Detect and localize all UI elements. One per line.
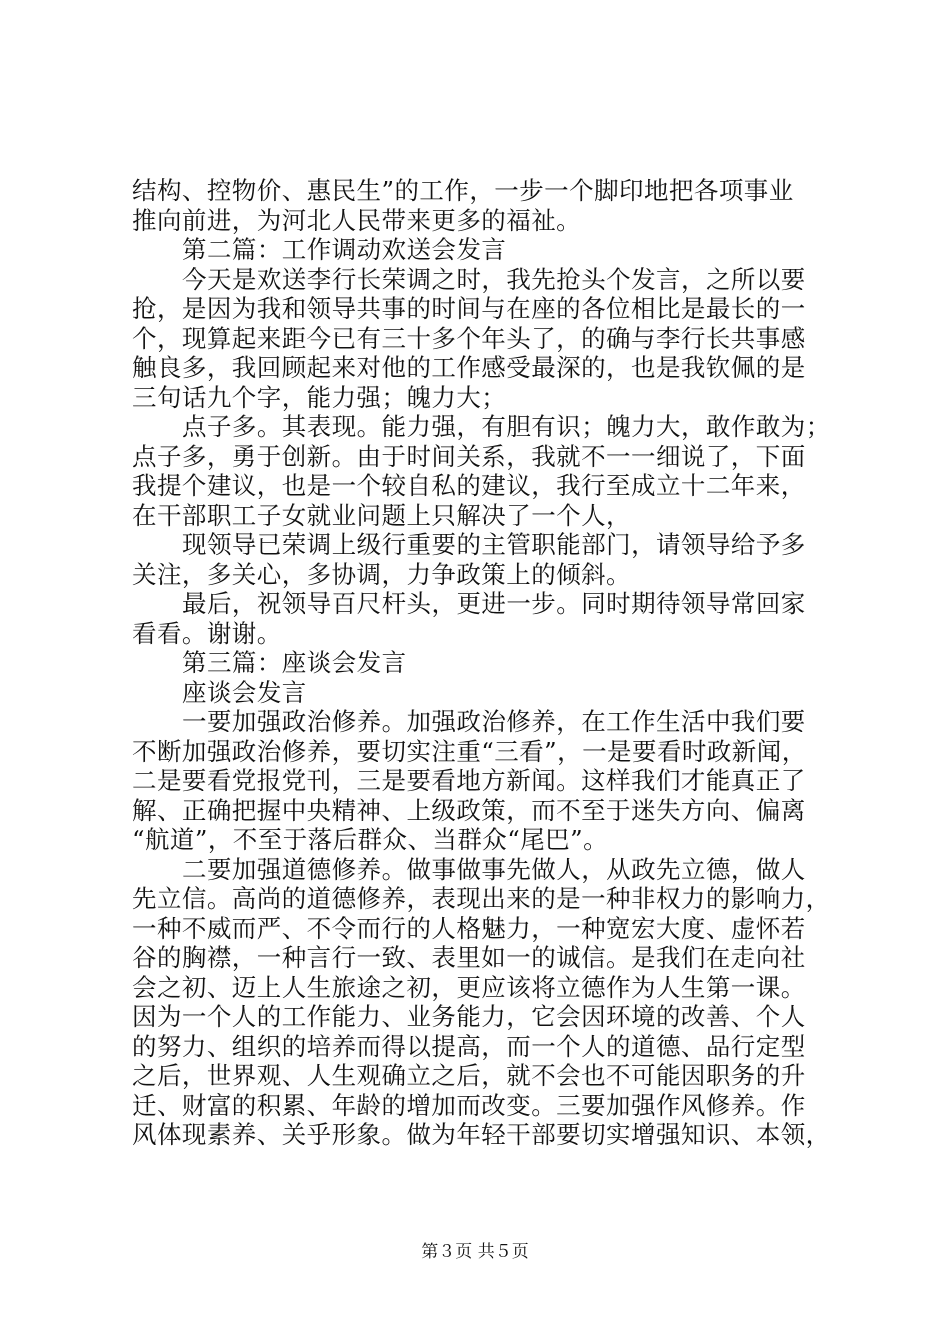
text-line: 看看。谢谢。	[132, 618, 282, 648]
text-line: 的努力、组织的培养而得以提高，而一个人的道德、品行定型	[132, 1031, 806, 1061]
text-line: 不断加强政治修养，要切实注重“三看”，一是要看时政新闻，	[132, 736, 807, 766]
text-line: 触良多，我回顾起来对他的工作感受最深的，也是我钦佩的是	[132, 353, 806, 382]
document-body	[132, 176, 832, 1150]
text-line: 之后，世界观、人生观确立之后，就不会也不可能因职务的升	[132, 1061, 806, 1090]
text-line: 推向前进，为河北人民带来更多的福祉。	[132, 205, 582, 235]
text-line: 个，现算起来距今已有三十多个年头了，的确与李行长共事感	[132, 323, 806, 353]
text-line: “航道”，不至于落后群众、当群众“尾巴”。	[132, 825, 609, 854]
text-line: 第二篇：工作调动欢送会发言	[182, 235, 507, 264]
text-line: 我提个建议，也是一个较自私的建议，我行至成立十二年来，	[132, 471, 806, 500]
text-line: 因为一个人的工作能力、业务能力，它会因环境的改善、个人	[132, 1002, 806, 1031]
text-line: 解、正确把握中央精神、上级政策，而不至于迷失方向、偏离	[132, 795, 806, 825]
text-line: 二要加强道德修养。做事做事先做人，从政先立德，做人	[182, 854, 806, 884]
text-line: 一种不威而严、不令而行的人格魅力，一种宽宏大度、虚怀若	[132, 913, 806, 943]
text-line: 最后，祝领导百尺杆头，更进一步。同时期待领导常回家	[182, 589, 806, 618]
text-line: 谷的胸襟，一种言行一致、表里如一的诚信。是我们在走向社	[132, 943, 806, 972]
text-line: 点子多，勇于创新。由于时间关系，我就不一一细说了，下面	[132, 441, 806, 471]
text-line: 迁、财富的积累、年龄的增加而改变。三要加强作风修养。作	[132, 1090, 806, 1120]
text-line: 二是要看党报党刊，三是要看地方新闻。这样我们才能真正了	[132, 766, 806, 795]
text-line: 关注，多关心，多协调，力争政策上的倾斜。	[132, 559, 631, 589]
text-line: 结构、控物价、惠民生”的工作，一步一个脚印地把各项事业	[132, 176, 794, 205]
text-line: 今天是欢送李行长荣调之时，我先抢头个发言，之所以要	[182, 264, 806, 294]
text-line: 三句话九个字，能力强；魄力大；	[132, 382, 507, 412]
text-line: 在干部职工子女就业问题上只解决了一个人，	[132, 500, 631, 530]
text-line: 风体现素养、关乎形象。做为年轻干部要切实增强知识、本领，	[132, 1120, 831, 1149]
page-footer: 第３页 共５页	[421, 1242, 529, 1262]
text-line: 抢，是因为我和领导共事的时间与在座的各位相比是最长的一	[132, 294, 806, 323]
text-line: 现领导已荣调上级行重要的主管职能部门，请领导给予多	[182, 530, 806, 559]
text-line: 会之初、迈上人生旅途之初，更应该将立德作为人生第一课。	[132, 972, 806, 1002]
text-line: 第三篇：座谈会发言	[182, 648, 407, 677]
text-line: 先立信。高尚的道德修养，表现出来的是一种非权力的影响力，	[132, 884, 831, 913]
text-line: 一要加强政治修养。加强政治修养，在工作生活中我们要	[182, 707, 806, 736]
text-line: 点子多。其表现。能力强，有胆有识；魄力大，敢作敢为；	[182, 412, 831, 441]
text-line: 座谈会发言	[182, 677, 307, 707]
